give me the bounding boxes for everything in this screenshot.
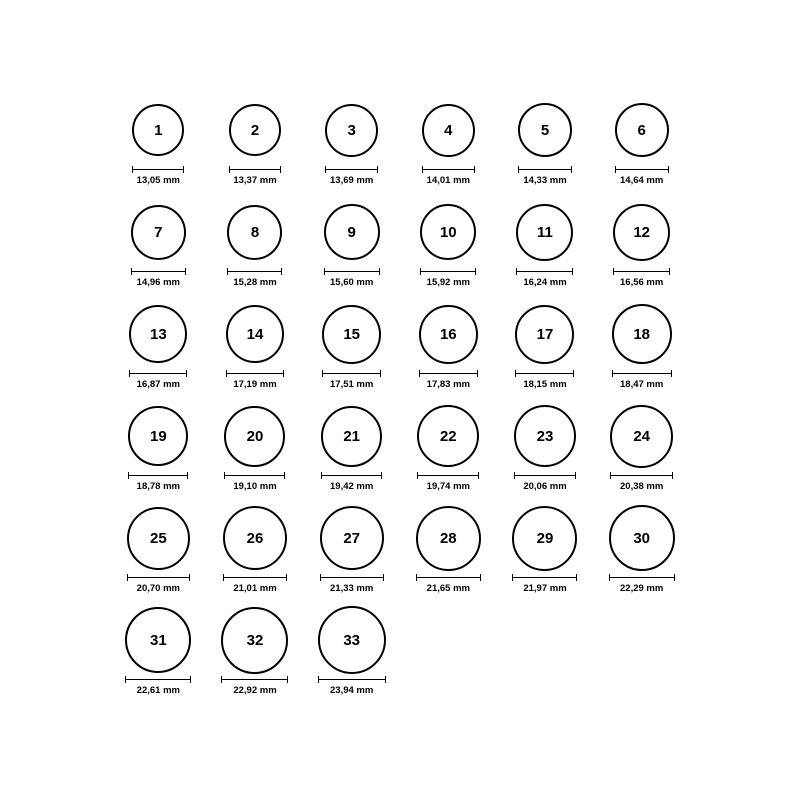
ring-measurement [226, 370, 284, 390]
ring-circle-wrapper [613, 197, 670, 267]
ring-size-cell [207, 95, 304, 195]
ring-size-label: 12 [633, 223, 650, 241]
ring-diameter-value: 22,92 mm [233, 685, 277, 696]
ring-measurement [518, 166, 572, 186]
ring-size-cell [400, 503, 497, 603]
ring-circle-wrapper [224, 401, 285, 471]
ring-size-cell [400, 197, 497, 297]
ring-circle [420, 204, 476, 260]
measure-arrow-icon [512, 574, 577, 581]
measure-arrow-icon [324, 268, 380, 275]
ring-diameter-value: 14,96 mm [136, 277, 180, 288]
ring-size-cell [110, 95, 207, 195]
ring-size-cell [400, 401, 497, 501]
ring-diameter-value: 16,87 mm [136, 379, 180, 390]
ring-diameter-value: 16,24 mm [523, 277, 567, 288]
ring-diameter-value: 13,05 mm [136, 175, 180, 186]
ring-measurement [325, 166, 378, 186]
ring-size-label: 4 [444, 121, 453, 139]
ring-size-label: 16 [439, 325, 457, 343]
ring-diameter-value: 20,38 mm [620, 481, 664, 492]
ring-measurement [223, 574, 287, 594]
ring-circle-wrapper [132, 95, 184, 165]
ring-size-label: 7 [154, 223, 163, 241]
ring-measurement [132, 166, 184, 186]
ring-circle [322, 305, 381, 364]
ring-diameter-value: 17,19 mm [233, 379, 277, 390]
ring-size-label: 32 [246, 631, 264, 649]
ring-size-label: 20 [246, 427, 264, 445]
ring-size-cell [497, 503, 594, 603]
measure-arrow-icon [320, 574, 384, 581]
ring-circle [613, 204, 670, 261]
ring-circle [226, 305, 284, 363]
ring-circle [223, 506, 287, 570]
ring-circle-wrapper [514, 401, 576, 471]
measure-arrow-icon [131, 268, 186, 275]
ring-size-label: 18 [633, 325, 650, 343]
measure-arrow-icon [612, 370, 672, 377]
ring-size-cell [593, 503, 690, 603]
ring-size-label: 10 [439, 223, 457, 241]
ring-measurement [129, 370, 187, 390]
ring-size-label: 30 [633, 529, 650, 547]
ring-measurement [321, 472, 382, 492]
ring-circle [516, 204, 573, 261]
measure-arrow-icon [227, 268, 282, 275]
ring-measurement [613, 268, 670, 288]
measure-arrow-icon [615, 166, 669, 173]
ring-measurement [615, 166, 669, 186]
ring-circle [615, 103, 669, 157]
ring-size-cell [303, 605, 400, 705]
ring-size-label: 6 [637, 121, 646, 139]
ring-size-label: 2 [250, 121, 260, 139]
ring-circle [514, 405, 576, 467]
ring-measurement [416, 574, 481, 594]
ring-diameter-value: 15,28 mm [233, 277, 277, 288]
ring-size-cell [400, 299, 497, 399]
ring-circle-wrapper [320, 503, 384, 573]
measure-arrow-icon [417, 472, 479, 479]
ring-circle [129, 305, 187, 363]
ring-size-label: 14 [246, 325, 264, 343]
ring-size-label: 3 [347, 121, 356, 139]
ring-size-cell [303, 503, 400, 603]
ring-circle [416, 506, 481, 571]
measure-arrow-icon [128, 472, 188, 479]
ring-size-cell [207, 503, 304, 603]
ring-measurement [610, 472, 673, 492]
ring-size-label: 31 [149, 631, 167, 649]
ring-circle [324, 204, 380, 260]
ring-circle-wrapper [512, 503, 577, 573]
ring-size-cell [497, 197, 594, 297]
ring-diameter-value: 16,56 mm [620, 277, 664, 288]
ring-measurement [512, 574, 577, 594]
ring-circle-wrapper [129, 299, 187, 369]
ring-measurement [324, 268, 380, 288]
measure-arrow-icon [422, 166, 475, 173]
ring-diameter-value: 19,74 mm [426, 481, 470, 492]
ring-circle [518, 103, 572, 157]
ring-size-label: 21 [343, 427, 360, 445]
ring-circle [422, 104, 475, 157]
ring-diameter-value: 13,37 mm [233, 175, 277, 186]
ring-circle [318, 606, 386, 674]
ring-size-cell [110, 401, 207, 501]
ring-circle-wrapper [325, 95, 378, 165]
measure-arrow-icon [609, 574, 675, 581]
ring-diameter-value: 14,33 mm [523, 175, 567, 186]
ring-size-label: 15 [343, 325, 360, 343]
ring-size-label: 23 [536, 427, 554, 445]
ring-circle [132, 104, 184, 156]
ring-diameter-value: 14,64 mm [620, 175, 664, 186]
ring-circle [512, 506, 577, 571]
ring-circle-wrapper [221, 605, 288, 675]
ring-circle [131, 205, 186, 260]
ring-circle-wrapper [131, 197, 186, 267]
ring-circle-wrapper [227, 197, 282, 267]
ring-circle [227, 205, 282, 260]
ring-circle-wrapper [321, 401, 382, 471]
ring-diameter-value: 15,60 mm [330, 277, 374, 288]
ring-measurement [516, 268, 573, 288]
ring-circle-wrapper [318, 605, 386, 675]
measure-arrow-icon [318, 676, 386, 683]
ring-size-cell [303, 197, 400, 297]
measure-arrow-icon [516, 268, 573, 275]
ring-size-cell [303, 95, 400, 195]
measure-arrow-icon [224, 472, 285, 479]
ring-measurement [612, 370, 672, 390]
ring-circle-wrapper [612, 299, 672, 369]
measure-arrow-icon [229, 166, 281, 173]
ring-size-label: 11 [537, 223, 553, 241]
ring-circle-wrapper [125, 605, 191, 675]
ring-diameter-value: 18,78 mm [136, 481, 180, 492]
ring-size-cell [110, 299, 207, 399]
ring-circle [419, 305, 478, 364]
ring-diameter-value: 21,65 mm [426, 583, 470, 594]
ring-circle [325, 104, 378, 157]
ring-measurement [318, 676, 386, 696]
ring-size-label: 5 [540, 121, 550, 139]
ring-size-cell [110, 605, 207, 705]
ring-circle-wrapper [516, 197, 573, 267]
ring-diameter-value: 21,33 mm [330, 583, 374, 594]
ring-diameter-value: 18,15 mm [523, 379, 567, 390]
ring-diameter-value: 22,29 mm [620, 583, 664, 594]
ring-circle-wrapper [223, 503, 287, 573]
measure-arrow-icon [129, 370, 187, 377]
ring-measurement [221, 676, 288, 696]
ring-circle [221, 607, 288, 674]
ring-circle [515, 305, 574, 364]
ring-circle [128, 406, 188, 466]
ring-circle-wrapper [128, 401, 188, 471]
ring-size-label: 26 [246, 529, 264, 547]
ring-diameter-value: 17,83 mm [426, 379, 470, 390]
measure-arrow-icon [610, 472, 673, 479]
ring-measurement [515, 370, 574, 390]
ring-measurement [224, 472, 285, 492]
ring-size-cell [593, 299, 690, 399]
ring-circle-wrapper [127, 503, 190, 573]
ring-measurement [514, 472, 576, 492]
measure-arrow-icon [420, 268, 476, 275]
measure-arrow-icon [125, 676, 191, 683]
ring-circle-wrapper [422, 95, 475, 165]
ring-measurement [229, 166, 281, 186]
ring-circle-wrapper [419, 299, 478, 369]
ring-measurement [227, 268, 282, 288]
ring-size-cell [207, 605, 304, 705]
ring-size-cell [593, 95, 690, 195]
ring-size-label: 28 [439, 529, 457, 547]
ring-circle [229, 104, 281, 156]
ring-diameter-value: 21,97 mm [523, 583, 567, 594]
ring-circle-wrapper [324, 197, 380, 267]
ring-size-label: 24 [633, 427, 650, 445]
ring-size-cell [110, 503, 207, 603]
ring-size-label: 1 [154, 121, 163, 139]
ring-measurement [127, 574, 190, 594]
measure-arrow-icon [514, 472, 576, 479]
ring-size-label: 27 [343, 529, 360, 547]
ring-circle [320, 506, 384, 570]
ring-size-cell [207, 401, 304, 501]
ring-measurement [419, 370, 478, 390]
ring-diameter-value: 21,01 mm [233, 583, 277, 594]
ring-diameter-value: 15,92 mm [426, 277, 470, 288]
ring-circle-wrapper [417, 401, 479, 471]
ring-measurement [609, 574, 675, 594]
measure-arrow-icon [419, 370, 478, 377]
ring-circle-wrapper [229, 95, 281, 165]
measure-arrow-icon [321, 472, 382, 479]
ring-diameter-value: 19,10 mm [233, 481, 277, 492]
ring-circle-wrapper [518, 95, 572, 165]
ring-size-cell [303, 401, 400, 501]
ring-measurement [420, 268, 476, 288]
ring-size-label: 13 [149, 325, 167, 343]
ring-diameter-value: 20,06 mm [523, 481, 567, 492]
measure-arrow-icon [226, 370, 284, 377]
ring-size-label: 8 [250, 223, 260, 241]
ring-diameter-value: 20,70 mm [136, 583, 180, 594]
measure-arrow-icon [132, 166, 184, 173]
measure-arrow-icon [223, 574, 287, 581]
ring-circle-wrapper [615, 95, 669, 165]
measure-arrow-icon [416, 574, 481, 581]
ring-diameter-value: 18,47 mm [620, 379, 664, 390]
ring-size-cell [400, 95, 497, 195]
ring-size-cell [593, 197, 690, 297]
ring-size-label: 17 [536, 325, 554, 343]
ring-circle [127, 507, 190, 570]
ring-size-label: 22 [439, 427, 457, 445]
ring-size-cell [497, 95, 594, 195]
ring-size-cell [497, 299, 594, 399]
ring-circle [417, 405, 479, 467]
measure-arrow-icon [325, 166, 378, 173]
ring-circle-wrapper [420, 197, 476, 267]
ring-circle [125, 607, 191, 673]
ring-size-cell [497, 401, 594, 501]
ring-measurement [322, 370, 381, 390]
ring-measurement [320, 574, 384, 594]
ring-size-label: 9 [347, 223, 356, 241]
ring-diameter-value: 23,94 mm [330, 685, 374, 696]
ring-diameter-value: 19,42 mm [330, 481, 374, 492]
ring-size-grid [110, 95, 690, 705]
measure-arrow-icon [127, 574, 190, 581]
ring-circle-wrapper [515, 299, 574, 369]
ring-size-label: 25 [149, 529, 167, 547]
ring-diameter-value: 17,51 mm [330, 379, 374, 390]
ring-size-cell [303, 299, 400, 399]
ring-circle-wrapper [609, 503, 675, 573]
measure-arrow-icon [221, 676, 288, 683]
ring-diameter-value: 22,61 mm [136, 685, 180, 696]
ring-size-cell [110, 197, 207, 297]
ring-circle [612, 304, 672, 364]
ring-size-label: 19 [149, 427, 167, 445]
ring-measurement [417, 472, 479, 492]
ring-size-label: 33 [343, 631, 360, 649]
measure-arrow-icon [518, 166, 572, 173]
ring-circle-wrapper [226, 299, 284, 369]
ring-circle [321, 406, 382, 467]
ring-measurement [422, 166, 475, 186]
measure-arrow-icon [515, 370, 574, 377]
ring-circle [610, 405, 673, 468]
ring-circle-wrapper [322, 299, 381, 369]
ring-circle [224, 406, 285, 467]
ring-size-cell [593, 401, 690, 501]
ring-diameter-value: 14,01 mm [426, 175, 470, 186]
ring-measurement [131, 268, 186, 288]
ring-diameter-value: 13,69 mm [330, 175, 374, 186]
measure-arrow-icon [613, 268, 670, 275]
ring-measurement [125, 676, 191, 696]
ring-size-label: 29 [536, 529, 554, 547]
ring-size-cell [207, 299, 304, 399]
ring-circle [609, 505, 675, 571]
ring-size-cell [207, 197, 304, 297]
ring-circle-wrapper [416, 503, 481, 573]
ring-measurement [128, 472, 188, 492]
ring-circle-wrapper [610, 401, 673, 471]
measure-arrow-icon [322, 370, 381, 377]
